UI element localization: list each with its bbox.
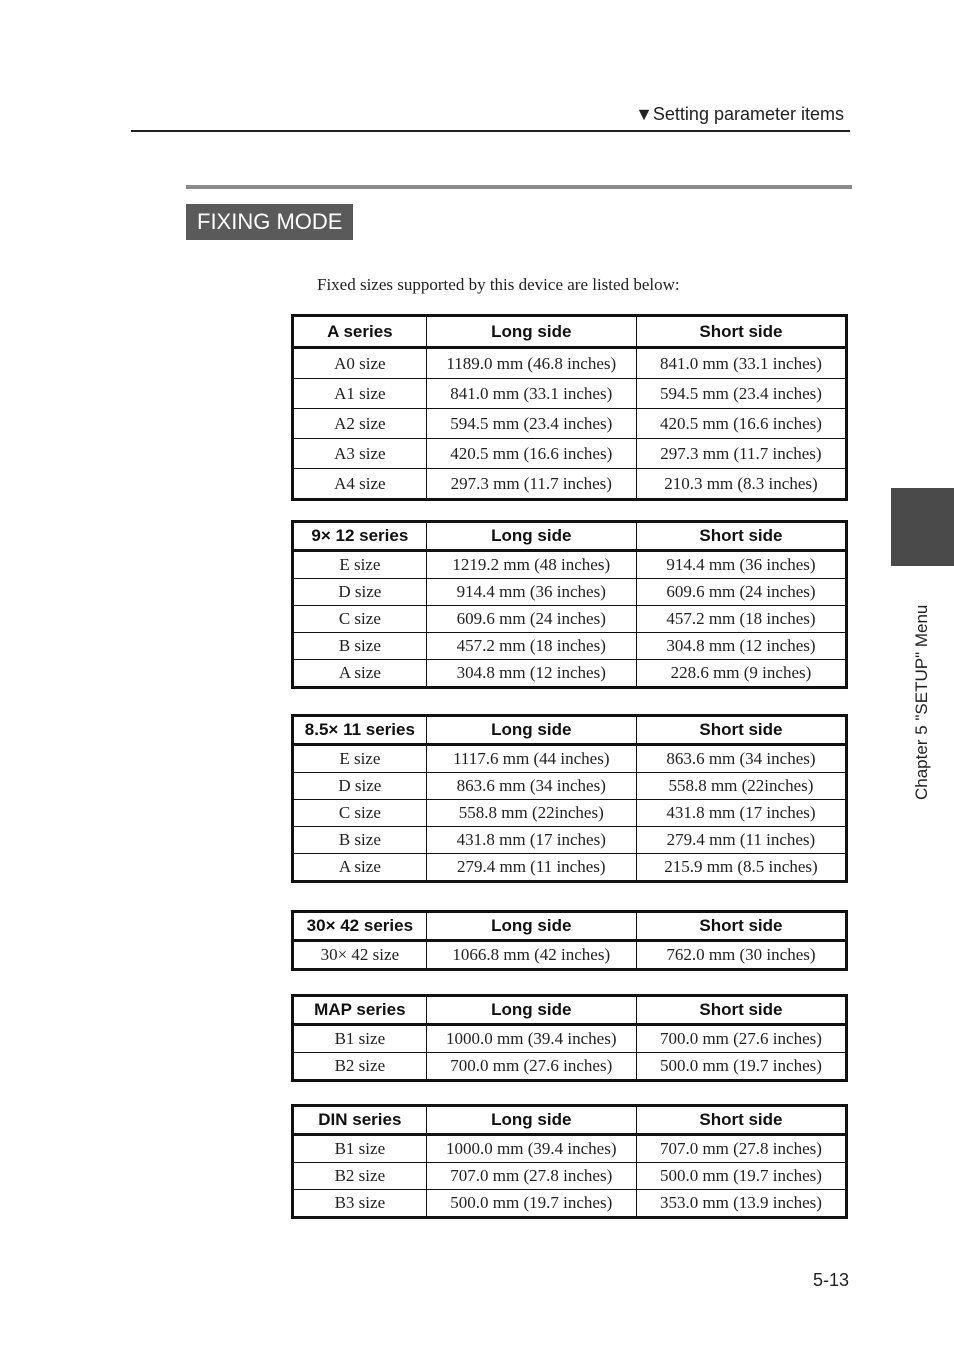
table-row: [293, 469, 847, 500]
map-series-table: [291, 994, 848, 1082]
table-cell: 1189.0 mm (46.8 inches): [426, 348, 636, 379]
table-cell: 1219.2 mm (48 inches): [426, 551, 636, 579]
table-cell: 700.0 mm (27.6 inches): [636, 1025, 846, 1053]
table-header-row: [293, 522, 847, 551]
table-cell: 420.5 mm (16.6 inches): [636, 409, 846, 439]
8-5x11-series-table: [291, 714, 848, 883]
table-cell: 30× 42 size: [293, 941, 427, 970]
table-cell: D size: [293, 579, 427, 606]
running-header: ▼Setting parameter items: [635, 104, 844, 124]
table-row: [293, 745, 847, 773]
table-row: [293, 1025, 847, 1053]
table-row: [293, 551, 847, 579]
table-row: [293, 773, 847, 800]
table-cell: 1000.0 mm (39.4 inches): [426, 1135, 636, 1163]
column-header: 8.5× 11 series: [293, 716, 427, 745]
table-cell: 297.3 mm (11.7 inches): [426, 469, 636, 500]
table-cell: B size: [293, 827, 427, 854]
table-cell: 431.8 mm (17 inches): [426, 827, 636, 854]
table-cell: 500.0 mm (19.7 inches): [426, 1190, 636, 1218]
table-cell: 457.2 mm (18 inches): [426, 633, 636, 660]
section-rule: [186, 185, 852, 189]
column-header: Long side: [426, 716, 636, 745]
30x42-series-table: [291, 910, 848, 971]
table-row: [293, 409, 847, 439]
table-cell: 863.6 mm (34 inches): [426, 773, 636, 800]
table-header-row: [293, 716, 847, 745]
table-cell: 279.4 mm (11 inches): [636, 827, 846, 854]
table-cell: A3 size: [293, 439, 427, 469]
table-cell: B3 size: [293, 1190, 427, 1218]
table-cell: 210.3 mm (8.3 inches): [636, 469, 846, 500]
section-title: FIXING MODE: [186, 204, 353, 240]
table-cell: D size: [293, 773, 427, 800]
page-number: 5-13: [812, 1270, 849, 1290]
table-row: [293, 1190, 847, 1218]
table-row: [293, 800, 847, 827]
column-header: Short side: [636, 716, 846, 745]
column-header: 30× 42 series: [293, 912, 427, 941]
table-cell: 304.8 mm (12 inches): [636, 633, 846, 660]
table-cell: B size: [293, 633, 427, 660]
column-header: DIN series: [293, 1106, 427, 1135]
table-cell: A1 size: [293, 379, 427, 409]
table-cell: 558.8 mm (22inches): [636, 773, 846, 800]
table-cell: 914.4 mm (36 inches): [426, 579, 636, 606]
table-header-row: [293, 912, 847, 941]
table-cell: A size: [293, 660, 427, 688]
table-cell: C size: [293, 800, 427, 827]
column-header: 9× 12 series: [293, 522, 427, 551]
chapter-tab: [891, 488, 954, 566]
table-row: [293, 854, 847, 882]
table-cell: B2 size: [293, 1053, 427, 1081]
table-cell: C size: [293, 606, 427, 633]
table-cell: 914.4 mm (36 inches): [636, 551, 846, 579]
table-row: [293, 1053, 847, 1081]
column-header: A series: [293, 316, 427, 348]
table-cell: 707.0 mm (27.8 inches): [426, 1163, 636, 1190]
table-cell: 215.9 mm (8.5 inches): [636, 854, 846, 882]
table-row: [293, 348, 847, 379]
din-series-table: [291, 1104, 848, 1219]
table-row: [293, 633, 847, 660]
table-header-row: [293, 1106, 847, 1135]
table-cell: 431.8 mm (17 inches): [636, 800, 846, 827]
table-row: [293, 606, 847, 633]
table-cell: 353.0 mm (13.9 inches): [636, 1190, 846, 1218]
column-header: Long side: [426, 912, 636, 941]
table-cell: 1117.6 mm (44 inches): [426, 745, 636, 773]
table-cell: 279.4 mm (11 inches): [426, 854, 636, 882]
table-cell: A4 size: [293, 469, 427, 500]
table-cell: 500.0 mm (19.7 inches): [636, 1053, 846, 1081]
table-cell: 841.0 mm (33.1 inches): [636, 348, 846, 379]
column-header: Long side: [426, 522, 636, 551]
column-header: Long side: [426, 996, 636, 1025]
table-cell: E size: [293, 551, 427, 579]
table-cell: 594.5 mm (23.4 inches): [636, 379, 846, 409]
table-cell: 420.5 mm (16.6 inches): [426, 439, 636, 469]
table-cell: 594.5 mm (23.4 inches): [426, 409, 636, 439]
table-cell: A2 size: [293, 409, 427, 439]
column-header: Long side: [426, 1106, 636, 1135]
column-header: MAP series: [293, 996, 427, 1025]
table-cell: 500.0 mm (19.7 inches): [636, 1163, 846, 1190]
table-row: [293, 379, 847, 409]
column-header: Short side: [636, 316, 846, 348]
table-cell: B1 size: [293, 1025, 427, 1053]
9x12-series-table: [291, 520, 848, 689]
table-cell: 700.0 mm (27.6 inches): [426, 1053, 636, 1081]
a-series-table: [291, 314, 848, 501]
table-row: [293, 660, 847, 688]
table-cell: 762.0 mm (30 inches): [636, 941, 846, 970]
intro-text: Fixed sizes supported by this device are listed below:: [317, 275, 680, 294]
column-header: Short side: [636, 996, 846, 1025]
column-header: Short side: [636, 912, 846, 941]
table-cell: 228.6 mm (9 inches): [636, 660, 846, 688]
table-cell: 297.3 mm (11.7 inches): [636, 439, 846, 469]
table-cell: 304.8 mm (12 inches): [426, 660, 636, 688]
table-row: [293, 1163, 847, 1190]
table-row: [293, 941, 847, 970]
table-row: [293, 439, 847, 469]
table-cell: 457.2 mm (18 inches): [636, 606, 846, 633]
table-row: [293, 827, 847, 854]
table-cell: 707.0 mm (27.8 inches): [636, 1135, 846, 1163]
table-cell: 863.6 mm (34 inches): [636, 745, 846, 773]
column-header: Long side: [426, 316, 636, 348]
table-header-row: [293, 996, 847, 1025]
table-cell: 841.0 mm (33.1 inches): [426, 379, 636, 409]
table-row: [293, 1135, 847, 1163]
table-cell: 1000.0 mm (39.4 inches): [426, 1025, 636, 1053]
table-cell: 558.8 mm (22inches): [426, 800, 636, 827]
table-cell: 609.6 mm (24 inches): [636, 579, 846, 606]
header-rule: [131, 130, 850, 132]
chapter-label: Chapter 5 "SETUP" Menu: [912, 604, 931, 800]
table-row: [293, 579, 847, 606]
column-header: Short side: [636, 522, 846, 551]
table-cell: E size: [293, 745, 427, 773]
table-cell: B2 size: [293, 1163, 427, 1190]
table-header-row: [293, 316, 847, 348]
table-cell: 609.6 mm (24 inches): [426, 606, 636, 633]
column-header: Short side: [636, 1106, 846, 1135]
table-cell: A0 size: [293, 348, 427, 379]
table-cell: B1 size: [293, 1135, 427, 1163]
table-cell: A size: [293, 854, 427, 882]
table-cell: 1066.8 mm (42 inches): [426, 941, 636, 970]
